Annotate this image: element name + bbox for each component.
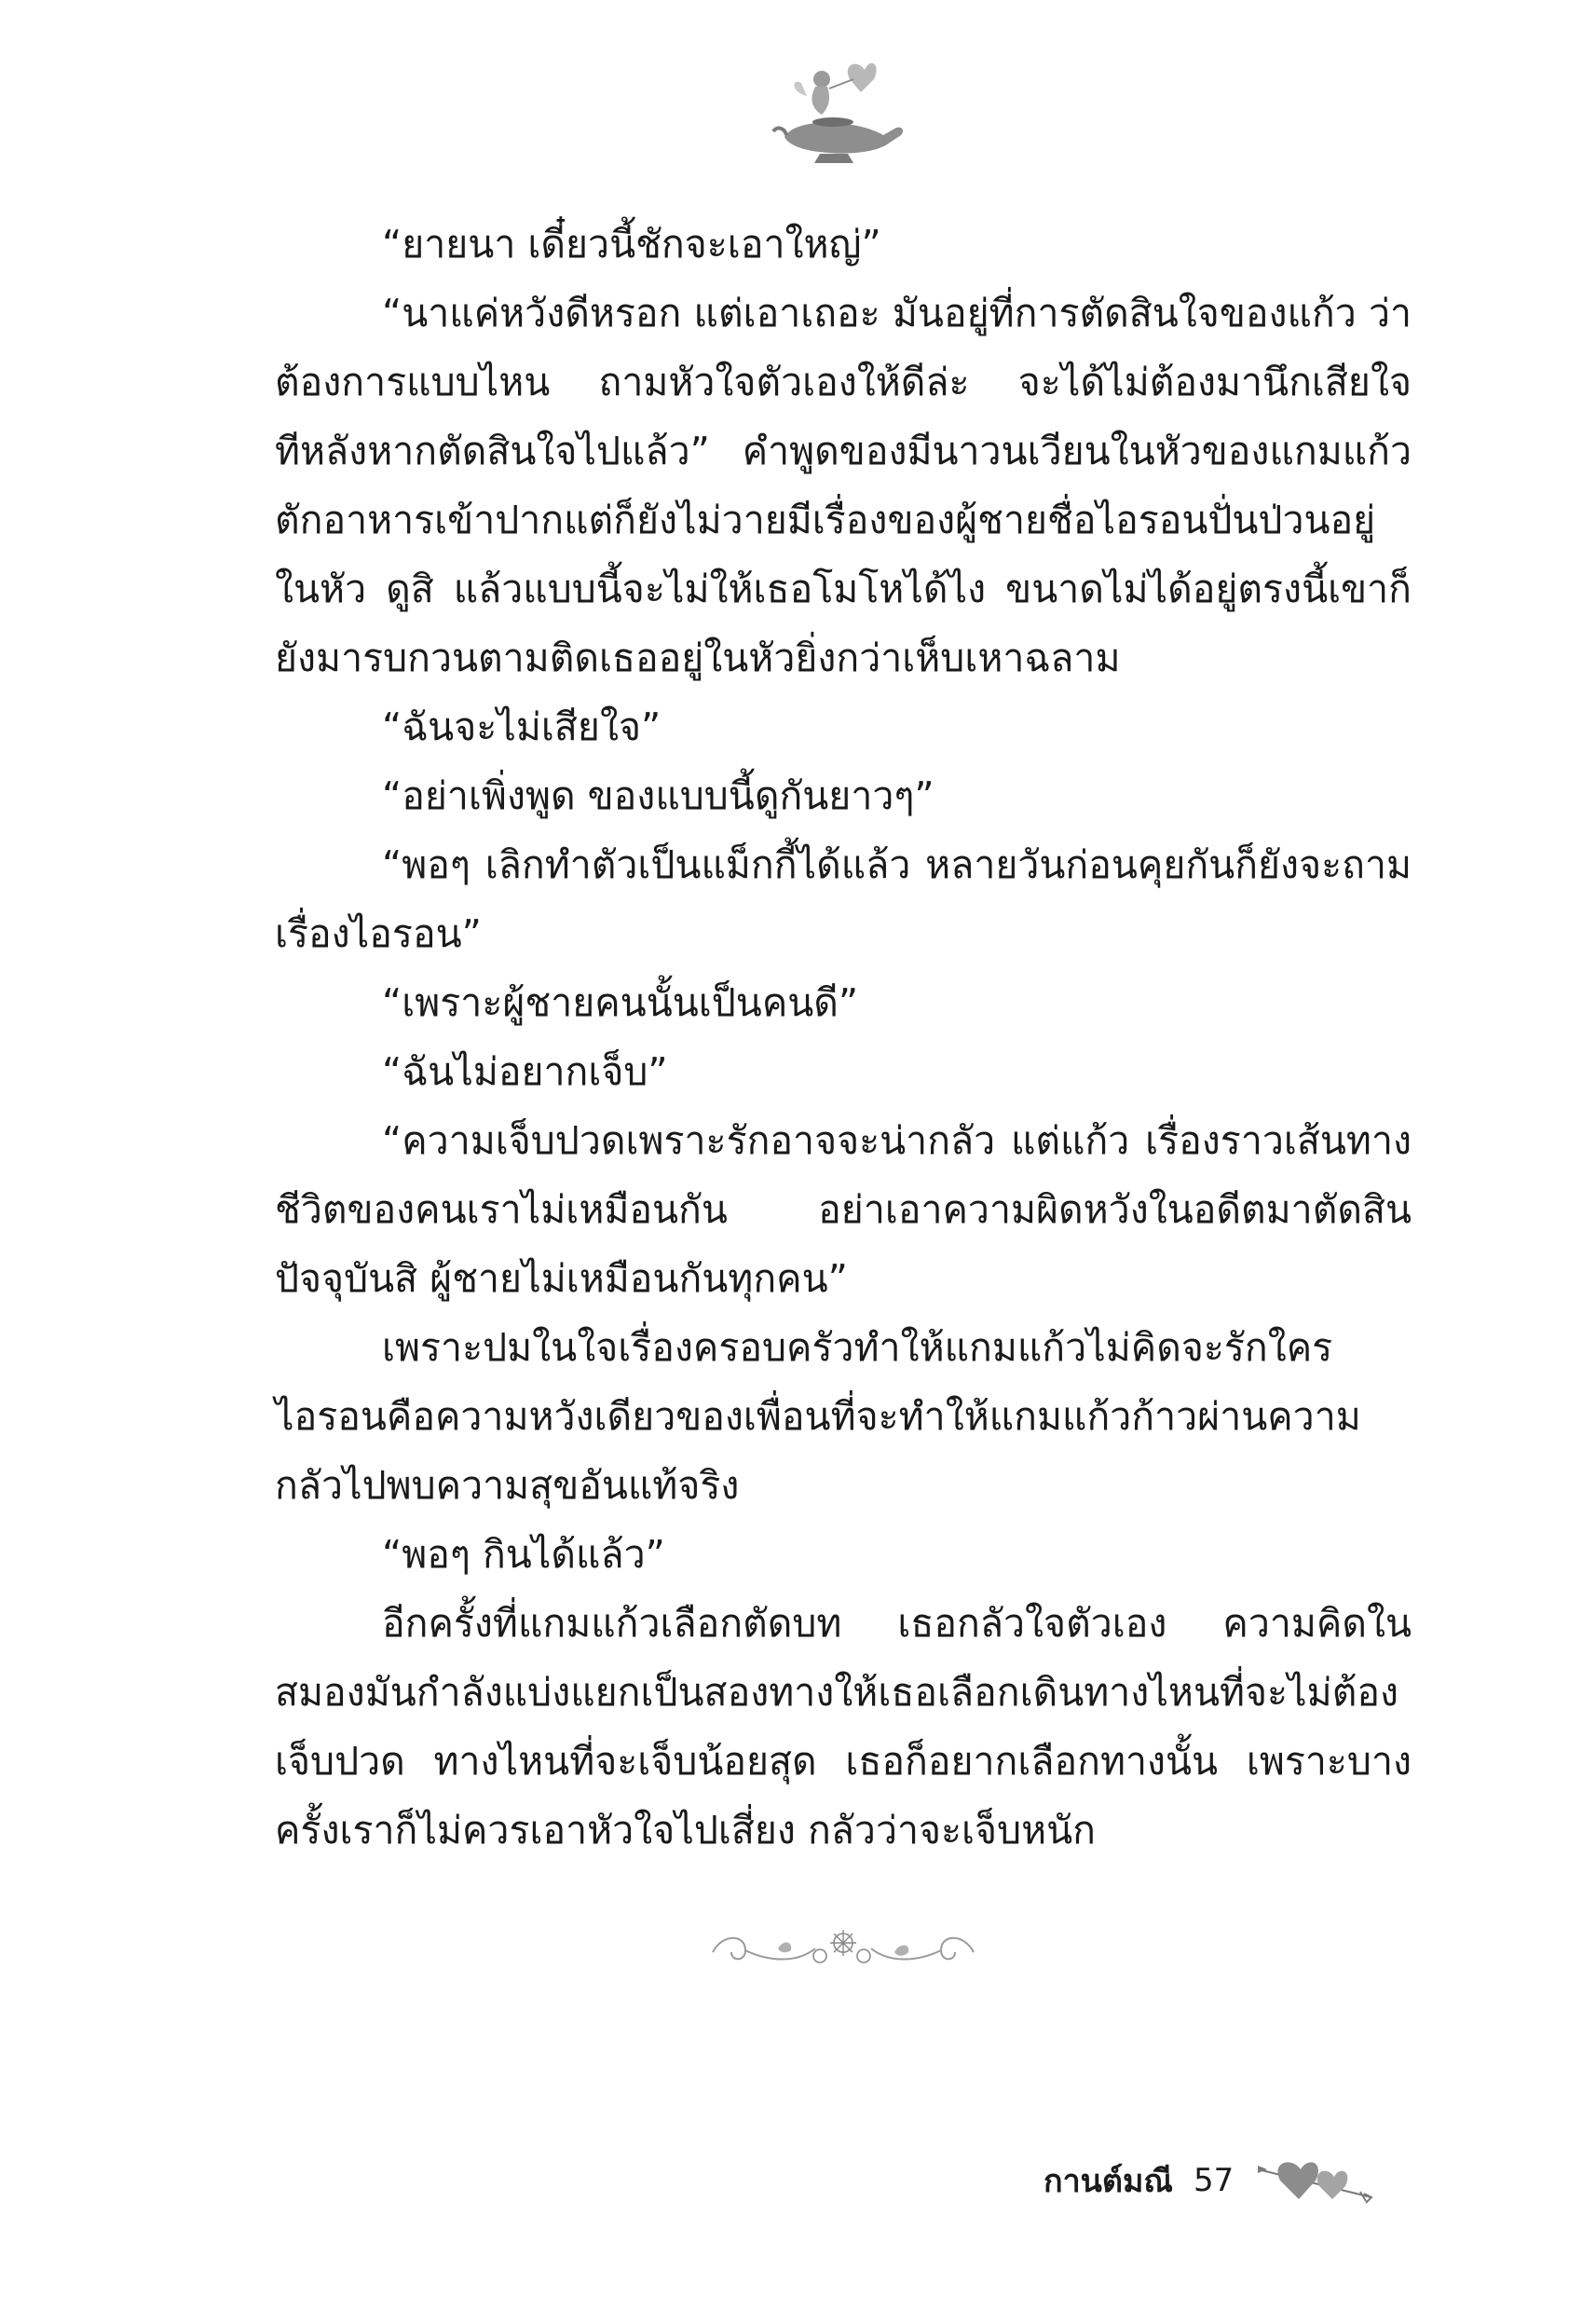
paragraph: “พอๆ กินได้แล้ว” bbox=[382, 1532, 665, 1577]
paragraph: อีกครั้งที่แกมแก้วเลือกตัดบท เธอกลัวใจตัวเอง ความคิดในสมองมันกำลังแบ่งแยกเป็นสองทางให้เธอเลือกเดินทางไหนที่จะไม่ต้องเจ็บปวด ทางไหนที่จะเจ็บน้อยสุด เธอก็อยากเลือกทางนั้น เพราะบางครั้งเราก็ไม่ควรเอาหัวใจไปเสี่ยง กลัวว่าจะเจ็บหนัก bbox=[275, 1601, 1412, 1853]
page-number: 57 bbox=[1193, 2162, 1235, 2199]
paragraph: “เพราะผู้ชายคนนั้นเป็นคนดี” bbox=[382, 980, 859, 1025]
floral-swirl-divider bbox=[703, 1915, 983, 1980]
book-title: กานต์มณี bbox=[1044, 2163, 1173, 2200]
paragraph: “ความเจ็บปวดเพราะรักอาจจะน่ากลัว แต่แก้ว เรื่องราวเส้นทางชีวิตของคนเราไม่เหมือนกัน อย่าเอาความผิดหวังในอดีตมาตัดสินปัจจุบันสิ ผู้ชายไม่เหมือนกันทุกคน” bbox=[275, 1118, 1412, 1301]
paragraph: “ฉันไม่อยากเจ็บ” bbox=[382, 1049, 668, 1094]
page-footer bbox=[1044, 2153, 1375, 2208]
paragraph: “อย่าเพิ่งพูด ของแบบนี้ดูกันยาวๆ” bbox=[382, 773, 934, 818]
body-text bbox=[275, 210, 1412, 1865]
paragraph: “ยายนา เดี๋ยวนี้ชักจะเอาใหญ่” bbox=[382, 222, 881, 267]
paragraph: “พอๆ เลิกทำตัวเป็นแม็กกี้ได้แล้ว หลายวันก่อนคุยกันก็ยังจะถามเรื่องไอรอน” bbox=[275, 842, 1412, 956]
paragraph: “นาแค่หวังดีหรอก แต่เอาเถอะ มันอยู่ที่การตัดสินใจของแก้ว ว่าต้องการแบบไหน ถามหัวใจตัวเองให้ดีล่ะ จะได้ไม่ต้องมานึกเสียใจทีหลังหากตัดสินใจไปแล้ว” คำพูดของมีนาวนเวียนในหัวของแกมแก้วตักอาหารเข้าปากแต่ก็ยังไม่วายมีเรื่องของผู้ชายชื่อไอรอนปั่นป่วนอยู่ในหัว ดูสิ แล้วแบบนี้จะไม่ให้เธอโมโหได้ไง ขนาดไม่ได้อยู่ตรงนี้เขาก็ยังมารบกวนตามติดเธออยู่ในหัวยิ่งกว่าเห็บเหาฉลาม bbox=[275, 291, 1412, 680]
hearts-arrow-icon bbox=[1254, 2153, 1375, 2208]
paragraph: เพราะปมในใจเรื่องครอบครัวทำให้แกมแก้วไม่คิดจะรักใคร ไอรอนคือความหวังเดียวของเพื่อนที่จะทำให้แกมแก้วก้าวผ่านความกลัวไปพบความสุขอันแท้จริง bbox=[275, 1325, 1361, 1508]
paragraph: “ฉันจะไม่เสียใจ” bbox=[382, 704, 662, 749]
genie-lamp-cupid-icon bbox=[764, 51, 913, 172]
